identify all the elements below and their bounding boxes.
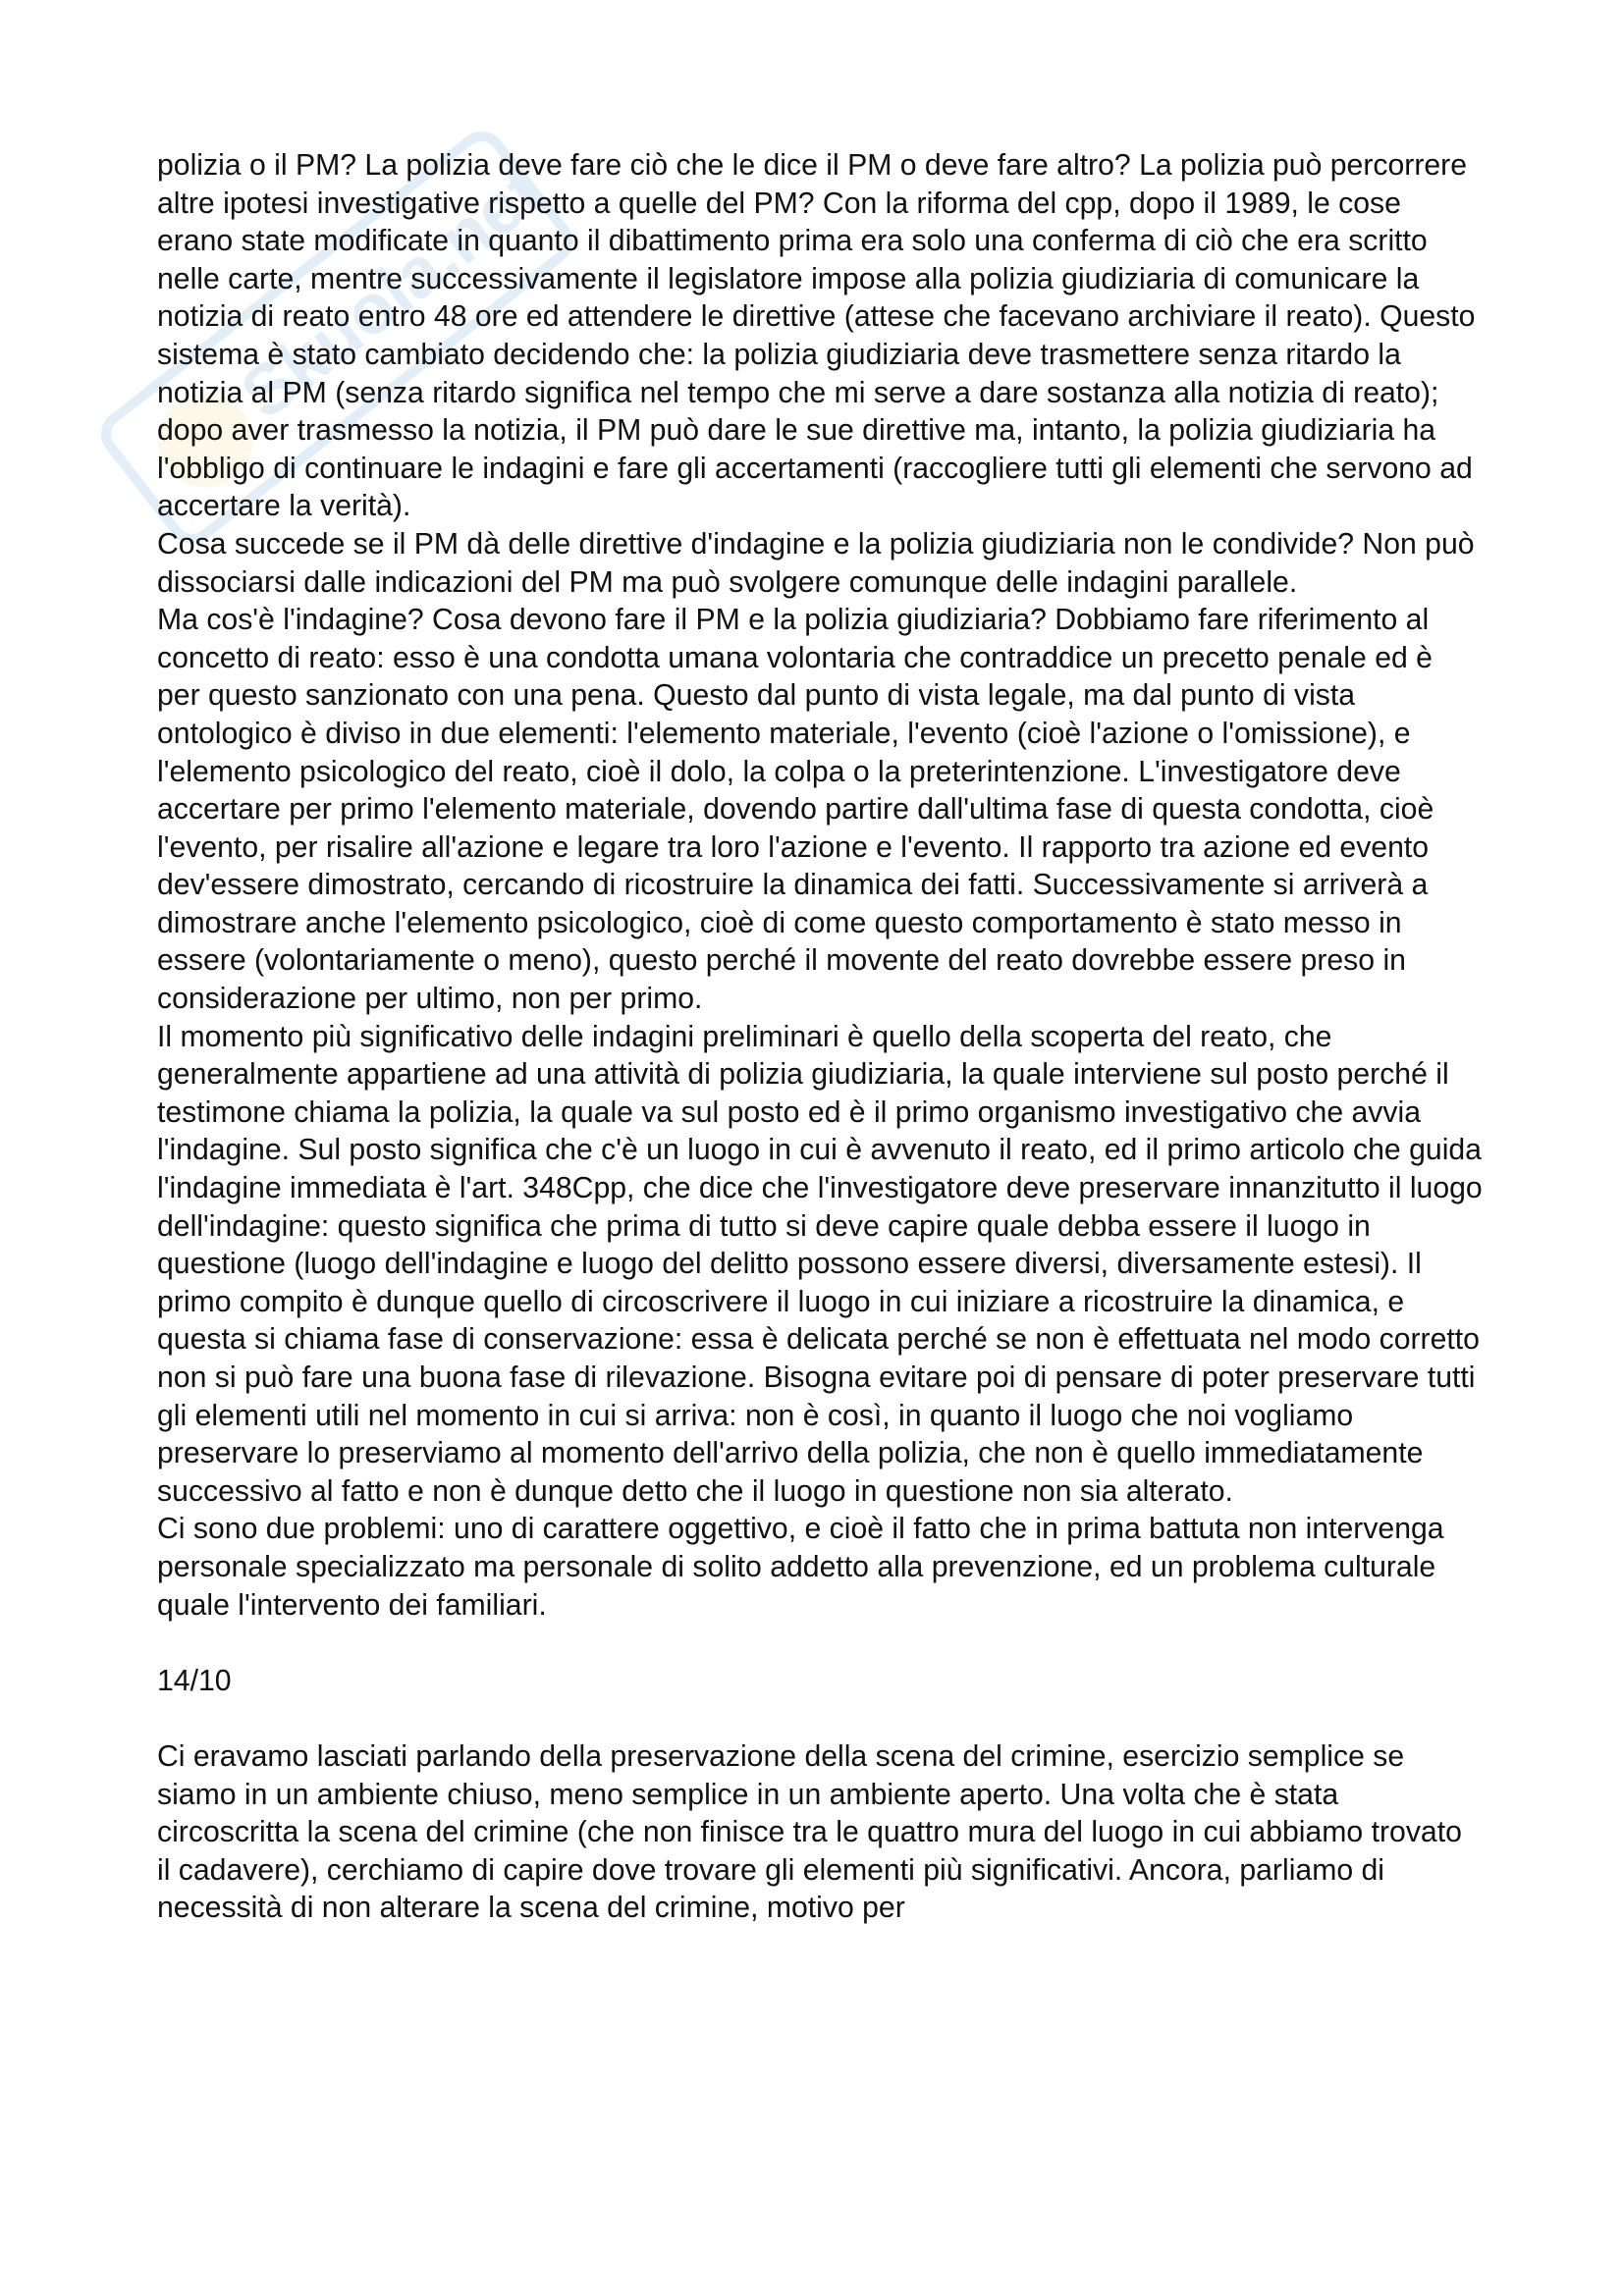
paragraph-5: Ci sono due problemi: uno di carattere oggettivo, e cioè il fatto che in prima battuta non intervenga personale specializzato ma personale di solito addetto alla prevenzione, ed un problema culturale quale l'intervento dei familiari. [157, 1513, 1444, 1622]
paragraph-final: Ci eravamo lasciati parlando della preservazione della scena del crimine, esercizio semplice se siamo in un ambiente chiuso, meno semplice in un ambiente aperto. Una volta che è stata circoscritta la scena del crimine (che non finisce tra le quattro mura del luogo in cui abbiamo trovato il cadavere), cerchiamo di capire dove trovare gli elementi più significativi. Ancora, parliamo di necessità di non alterare la scena del crimine, motivo per [157, 1739, 1462, 1925]
paragraph-2: Cosa succede se il PM dà delle direttive d'indagine e la polizia giudiziaria non le condivide? Non può dissociarsi dalle indicazioni del PM ma può svolgere comunque delle indagini parallele. [157, 527, 1475, 599]
paragraph-3: Ma cos'è l'indagine? Cosa devono fare il PM e la polizia giudiziaria? Dobbiamo fare riferimento al concetto di reato: esso è una condotta umana volontaria che contraddice un precetto penale ed è per questo sanzionato con una pena. Questo dal punto di vista legale, ma dal punto di vista ontologico è diviso in due elementi: l'elemento materiale, l'evento (cioè l'azione o l'omissione), e l'elemento psicologico del reato, cioè il dolo, la colpa o la preterintenzione. L'investigatore deve accertare per primo l'elemento materiale, dovendo partire dall'ultima fase di questa condotta, cioè l'evento, per risalire all'azione e legare tra loro l'azione e l'evento. Il rapporto tra azione ed evento dev'essere dimostrato, cercando di ricostruire la dinamica dei fatti. Successivamente si arriverà a dimostrare anche l'elemento psicologico, cioè di come questo comportamento è stato messo in essere (volontariamente o meno), questo perché il movente del reato dovrebbe essere preso in considerazione per ultimo, non per primo. [157, 604, 1434, 1016]
spacer [157, 1700, 1483, 1738]
spacer [157, 1625, 1483, 1663]
document-page [157, 147, 1483, 1928]
date-heading: 14/10 [157, 1664, 232, 1697]
paragraph-1: polizia o il PM? La polizia deve fare ciò che le dice il PM o deve fare altro? La polizia può percorrere altre ipotesi investigative rispetto a quelle del PM? Con la riforma del cpp, dopo il 1989, le cose erano state modificate in quanto il dibattimento prima era solo una conferma di ciò che era scritto nelle carte, mentre successivamente il legislatore impose alla polizia giudiziaria di comunicare la notizia di reato entro 48 ore ed attendere le direttive (attese che facevano archiviare il reato). Questo sistema è stato cambiato decidendo che: la polizia giudiziaria deve trasmettere senza ritardo la notizia al PM (senza ritardo significa nel tempo che mi serve a dare sostanza alla notizia di reato); dopo aver trasmesso la notizia, il PM può dare le sue direttive ma, intanto, la polizia giudiziaria ha l'obbligo di continuare le indagini e fare gli accertamenti (raccogliere tutti gli elementi che servono ad accertare la verità). [157, 149, 1476, 523]
watermark-text: Skuola.net [227, 152, 558, 435]
paragraph-4: Il momento più significativo delle indagini preliminari è quello della scoperta del reato, che generalmente appartiene ad una attività di polizia giudiziaria, la quale interviene sul posto perché il testimone chiama la polizia, la quale va sul posto ed è il primo organismo investigativo che avvia l'indagine. Sul posto significa che c'è un luogo in cui è avvenuto il reato, ed il primo articolo che guida l'indagine immediata è l'art. 348Cpp, che dice che l'investigatore deve preservare innanzitutto il luogo dell'indagine: questo significa che prima di tutto si deve capire quale debba essere il luogo in questione (luogo dell'indagine e luogo del delitto possono essere diversi, diversamente estesi). Il primo compito è dunque quello di circoscrivere il luogo in cui iniziare a ricostruire la dinamica, e questa si chiama fase di conservazione: essa è delicata perché se non è effettuata nel modo corretto non si può fare una buona fase di rilevazione. Bisogna evitare poi di pensare di poter preservare tutti gli elementi utili nel momento in cui si arriva: non è così, in quanto il luogo che noi vogliamo preservare lo preserviamo al momento dell'arrivo della polizia, che non è quello immediatamente successivo al fatto e non è dunque detto che il luogo in questione non sia alterato. [157, 1020, 1483, 1508]
